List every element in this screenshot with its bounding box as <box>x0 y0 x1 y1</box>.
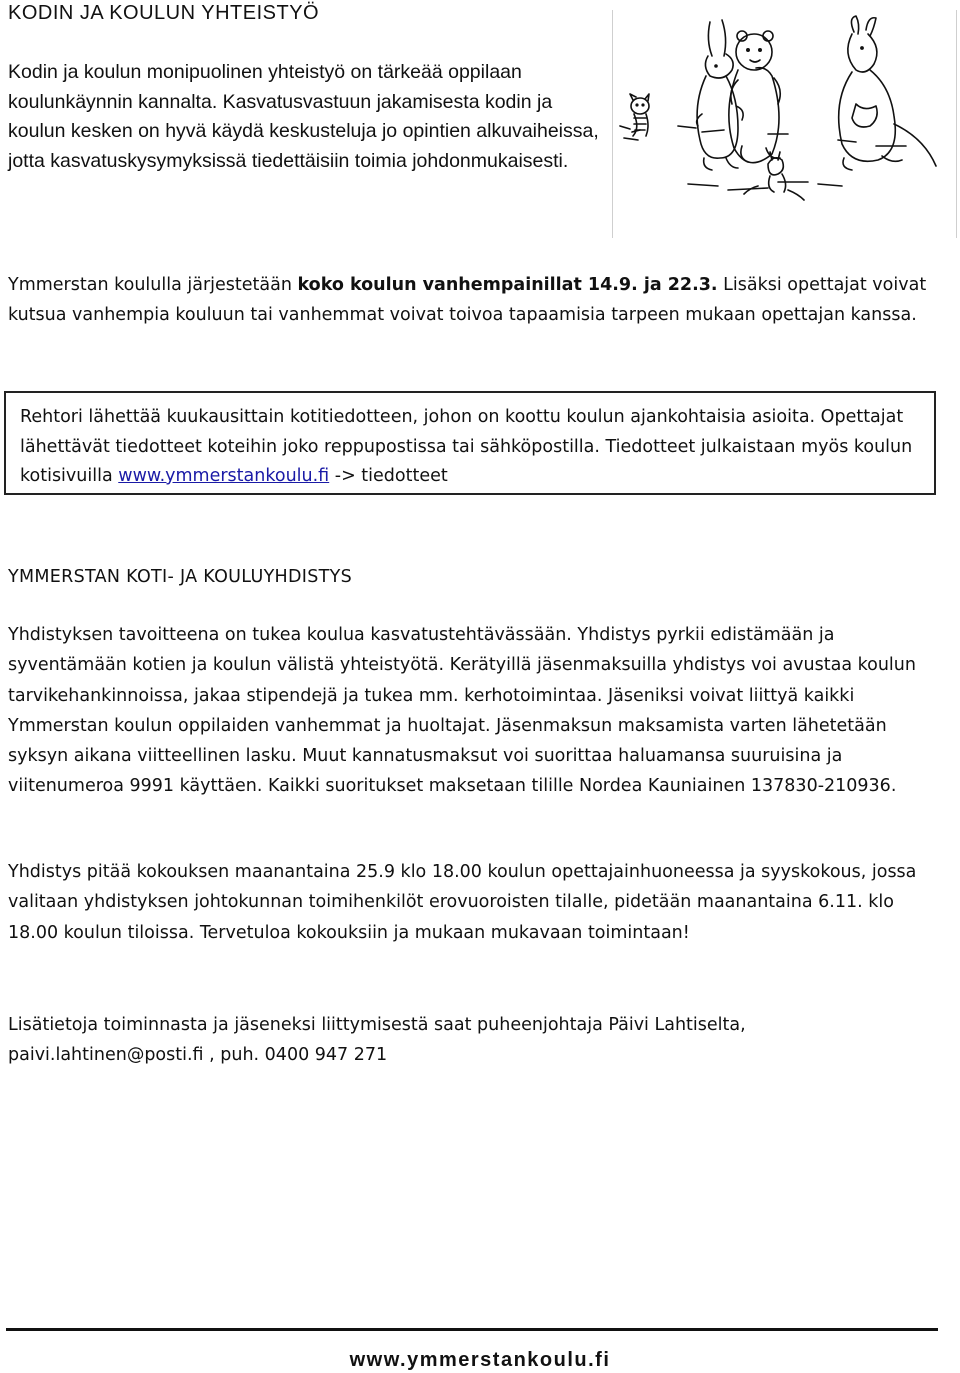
association-paragraph-3: Lisätietoja toiminnasta ja jäseneksi liittymisestä saat puheenjohtaja Päivi Lahtiselta, paivi.lahtinen@posti.fi , puh. 0400 947 271 <box>8 1015 746 1066</box>
association-paragraph-2: Yhdistys pitää kokouksen maanantaina 25.9 klo 18.00 koulun opettajainhuoneessa ja syyskokous, jossa valitaan yhdistyksen johtokunnan toimihenkilöt erovuoroisten tilalle, pidetään maanantaina 6.11. klo 18.00 koulun tiloissa. Tervetuloa kokouksiin ja mukaan mukavaan toimintaan! <box>8 862 917 943</box>
association-paragraph-1: Yhdistyksen tavoitteena on tukea koulua kasvatustehtävässään. Yhdistys pyrkii edistämään ja syventämään kotien ja koulun välistä yhteistyötä. Kerätyillä jäsenmaksuilla yhdistys voi avustaa koulun tarvikehankinnoissa, jakaa stipendejä ja tukea mm. kerhotoimintaa. Jäseniksi voivat liittyä kaikki Ymmerstan koulun oppilaiden vanhemmat ja huoltajat. Jäsenmaksun maksamista varten lähetetään syksyn aikana viitteellinen lasku. Muut kannatusmaksut voi suorittaa haluamansa suuruisina ja viitenumeroa 9991 käyttäen. Kaikki suoritukset maksetaan tilille Nordea Kauniainen 137830-210936. <box>8 625 916 797</box>
illustration-frame-left <box>612 10 613 238</box>
notice-text-1: Rehtori lähettää kuukausittain kotitiedotteen, johon on koottu koulun ajankohtaisia asioita. Opettajat lähettävät tiedotteet koteihin joko reppupostissa tai sähköpostilla. Tiedotteet julkaistaan myös koulun kotisivuilla <box>20 407 913 486</box>
intro-paragraph: Kodin ja koulun monipuolinen yhteistyö on tärkeää oppilaan koulunkäynnin kannalta. Kasvatusvastuun jakamisesta kodin ja koulun kesken on hyvä käydä keskusteluja jo opintien alkuvaiheissa, jotta kasvatuskysymyksissä tiedettäisiin toimia johdonmukaisesti. <box>8 61 599 172</box>
footer-url: www.ymmerstankoulu.fi <box>349 1349 611 1371</box>
winnie-the-pooh-characters-illustration <box>618 14 954 226</box>
meetings-dates-bold: koko koulun vanhempainillat 14.9. ja 22.3. <box>297 275 718 295</box>
section-title-kodin-ja-koulun-yhteistyo: KODIN JA KOULUN YHTEISTYÖ <box>8 2 320 24</box>
school-website-link[interactable]: www.ymmerstankoulu.fi <box>118 466 330 486</box>
meetings-rest: Lisäksi opettajat voivat kutsua vanhempia kouluun tai vanhemmat voivat toivoa tapaamisia tarpeen mukaan opettajan kanssa. <box>8 275 927 325</box>
section-title-koti-ja-kouluyhdistys: YMMERSTAN KOTI- JA KOULUYHDISTYS <box>8 567 353 587</box>
meetings-lead: Ymmerstan koululla järjestetään <box>8 275 298 295</box>
footer-divider <box>6 1328 938 1331</box>
illustration-frame-right <box>956 10 957 238</box>
meetings-paragraph <box>8 270 938 330</box>
notice-text-2: -> tiedotteet <box>329 466 448 486</box>
notice-box-text <box>20 403 925 492</box>
notice-box <box>4 391 936 495</box>
